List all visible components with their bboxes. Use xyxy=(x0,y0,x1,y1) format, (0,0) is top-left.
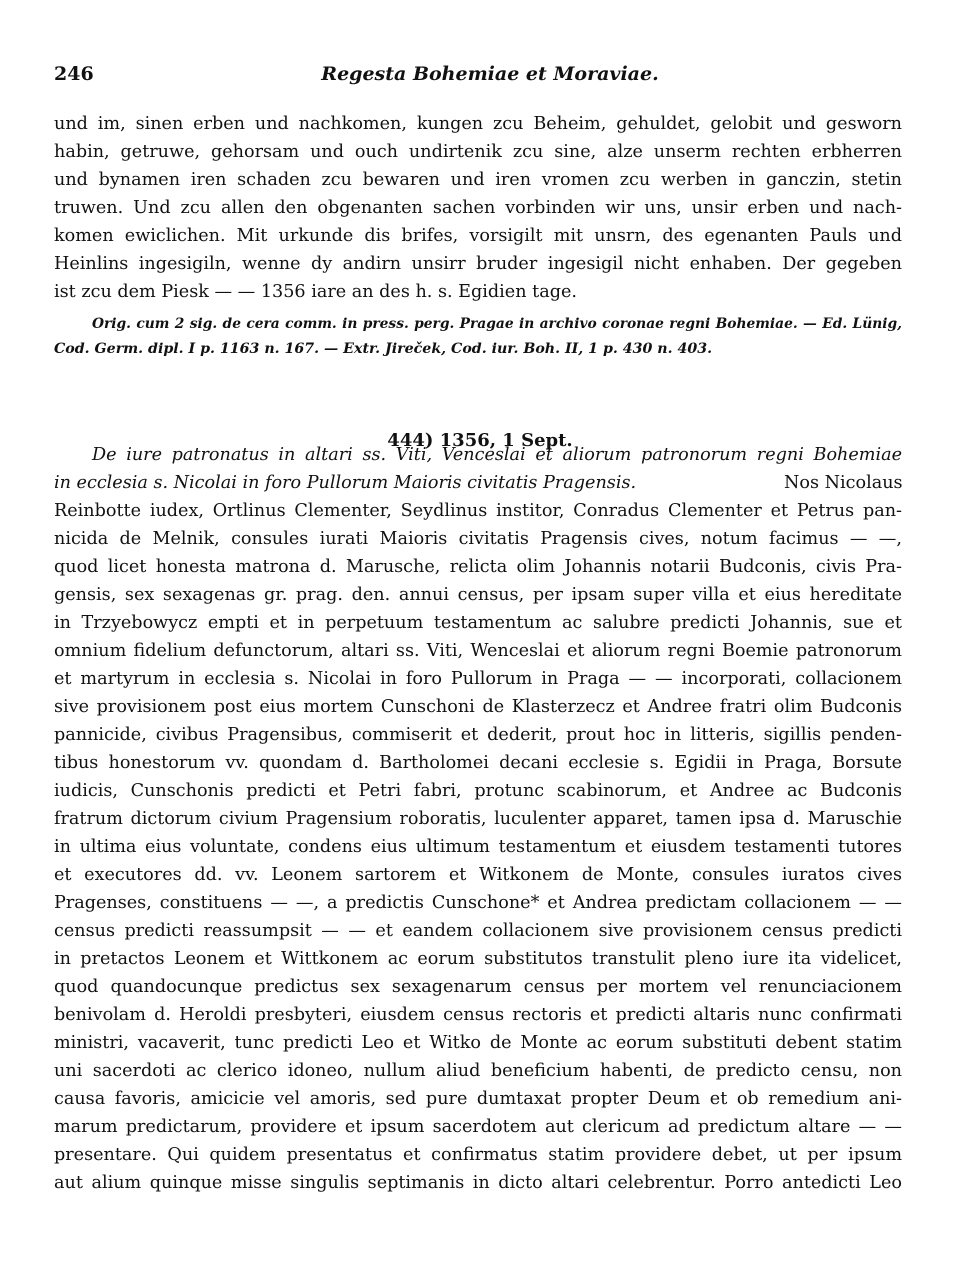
text-line: quod licet honesta matrona d. Marusche, relicta olim Johannis notarii Budconis, civis Pra- xyxy=(54,557,902,577)
text-line: quod quandocunque predictus sex sexagenarum census per mortem vel renunciacionem xyxy=(54,977,902,997)
text-line: pannicide, civibus Pragensibus, commiserit et dederit, prout hoc in litteris, sigillis penden- xyxy=(54,725,902,745)
text-line: komen ewiclichen. Mit urkunde dis brifes, vorsigilt mit unsrn, des egenanten Pauls und xyxy=(54,226,902,246)
page-number: 246 xyxy=(54,63,94,85)
text-line: nicida de Melnik, consules iurati Maioris civitatis Pragensis cives, notum facimus — —, xyxy=(54,529,902,549)
source-note-line: Cod. Germ. dipl. I p. 1163 n. 167. — Extr. Jireček, Cod. iur. Boh. II, 1 p. 430 n. 403. xyxy=(54,341,713,357)
text-line: causa favoris, amicicie vel amoris, sed pure dumtaxat propter Deum et ob remedium ani- xyxy=(54,1089,902,1109)
text-line: Heinlins ingesigiln, wenne dy andirn unsirr bruder ingesigil nicht enhaben. Der gegeben xyxy=(54,254,902,274)
text-line: und bynamen iren schaden zcu bewaren und iren vromen zcu werben in ganczin, stetin xyxy=(54,170,902,190)
running-title-text: Regesta Bohemiae et Moraviae. xyxy=(321,63,659,85)
text-line: fratrum dictorum civium Pragensium roboratis, luculenter apparet, tamen ipsa d. Maruschie xyxy=(54,809,902,829)
document-summary-line: De iure patronatus in altari ss. Viti, Venceslai et aliorum patronorum regni Bohemiae xyxy=(92,445,902,465)
text-line: sive provisionem post eius mortem Cunschoni de Klasterzecz et Andree fratri olim Budconis xyxy=(54,697,902,717)
text-line: presentare. Qui quidem presentatus et confirmatus statim providere debet, ut per ipsum xyxy=(54,1145,902,1165)
text-line: in Trzyebowycz empti et in perpetuum testamentum ac salubre predicti Johannis, sue et xyxy=(54,613,902,633)
document-summary-line: in ecclesia s. Nicolai in foro Pullorum Maioris civitatis Pragensis. xyxy=(54,473,637,493)
text-line: iudicis, Cunschonis predicti et Petri fabri, protunc scabinorum, et Andree ac Budconis xyxy=(54,781,902,801)
text-line: in pretactos Leonem et Wittkonem ac eorum substitutos transtulit pleno iure ita videlicet, xyxy=(54,949,902,969)
text-line: et executores dd. vv. Leonem sartorem et Witkonem de Monte, consules iuratos cives xyxy=(54,865,902,885)
text-line: et martyrum in ecclesia s. Nicolai in foro Pullorum in Praga — — incorporati, collacionem xyxy=(54,669,902,689)
running-title xyxy=(0,60,960,88)
text-line: tibus honestorum vv. quondam d. Bartholomei decani ecclesie s. Egidii in Praga, Borsute xyxy=(54,753,902,773)
text-line: Reinbotte iudex, Ortlinus Clementer, Seydlinus institor, Conradus Clementer et Petrus pan- xyxy=(54,501,902,521)
text-line: ist zcu dem Piesk — — 1356 iare an des h. s. Egidien tage. xyxy=(54,282,577,302)
text-line: gensis, sex sexagenas gr. prag. den. annui census, per ipsam super villa et eius hereditate xyxy=(54,585,902,605)
text-line: benivolam d. Heroldi presbyteri, eiusdem census rectoris et predicti altaris nunc confirmati xyxy=(54,1005,902,1025)
text-line: ministri, vacaverit, tunc predicti Leo et Witko de Monte ac eorum substituti debent statim xyxy=(54,1033,902,1053)
text-line: truwen. Und zcu allen den obgenanten sachen vorbinden wir uns, unsir erben und nach- xyxy=(54,198,902,218)
text-line: Pragenses, constituens — —, a predictis Cunschone* et Andrea predictam collacionem — — xyxy=(54,893,902,913)
source-note-line: Orig. cum 2 sig. de cera comm. in press. perg. Pragae in archivo coronae regni Bohemiae. — Ed. Lünig, xyxy=(92,316,902,332)
text-line: aut alium quinque misse singulis septimanis in dicto altari celebrentur. Porro antedicti Leo xyxy=(54,1173,902,1193)
text-line: habin, getruwe, gehorsam und ouch undirtenik zcu sine, alze unserm rechten erbherren xyxy=(54,142,902,162)
text-line: omnium fidelium defunctorum, altari ss. Viti, Wenceslai et aliorum regni Boemie patronorum xyxy=(54,641,902,661)
text-line: marum predictarum, providere et ipsum sacerdotem aut clericum ad predictum altare — — xyxy=(54,1117,902,1137)
text-line: und im, sinen erben und nachkomen, kungen zcu Beheim, gehuldet, gelobit und gesworn xyxy=(54,114,902,134)
text-start: Nos Nicolaus xyxy=(784,473,903,493)
text-line: census predicti reassumpsit — — et eandem collacionem sive provisionem census predicti xyxy=(54,921,902,941)
text-line: in ultima eius voluntate, condens eius ultimum testamentum et eiusdem testamenti tutores xyxy=(54,837,902,857)
text-line: uni sacerdoti ac clerico idoneo, nullum aliud beneficium habenti, de predicto censu, non xyxy=(54,1061,902,1081)
document-heading: 444) 1356, 1 Sept. xyxy=(387,430,573,451)
